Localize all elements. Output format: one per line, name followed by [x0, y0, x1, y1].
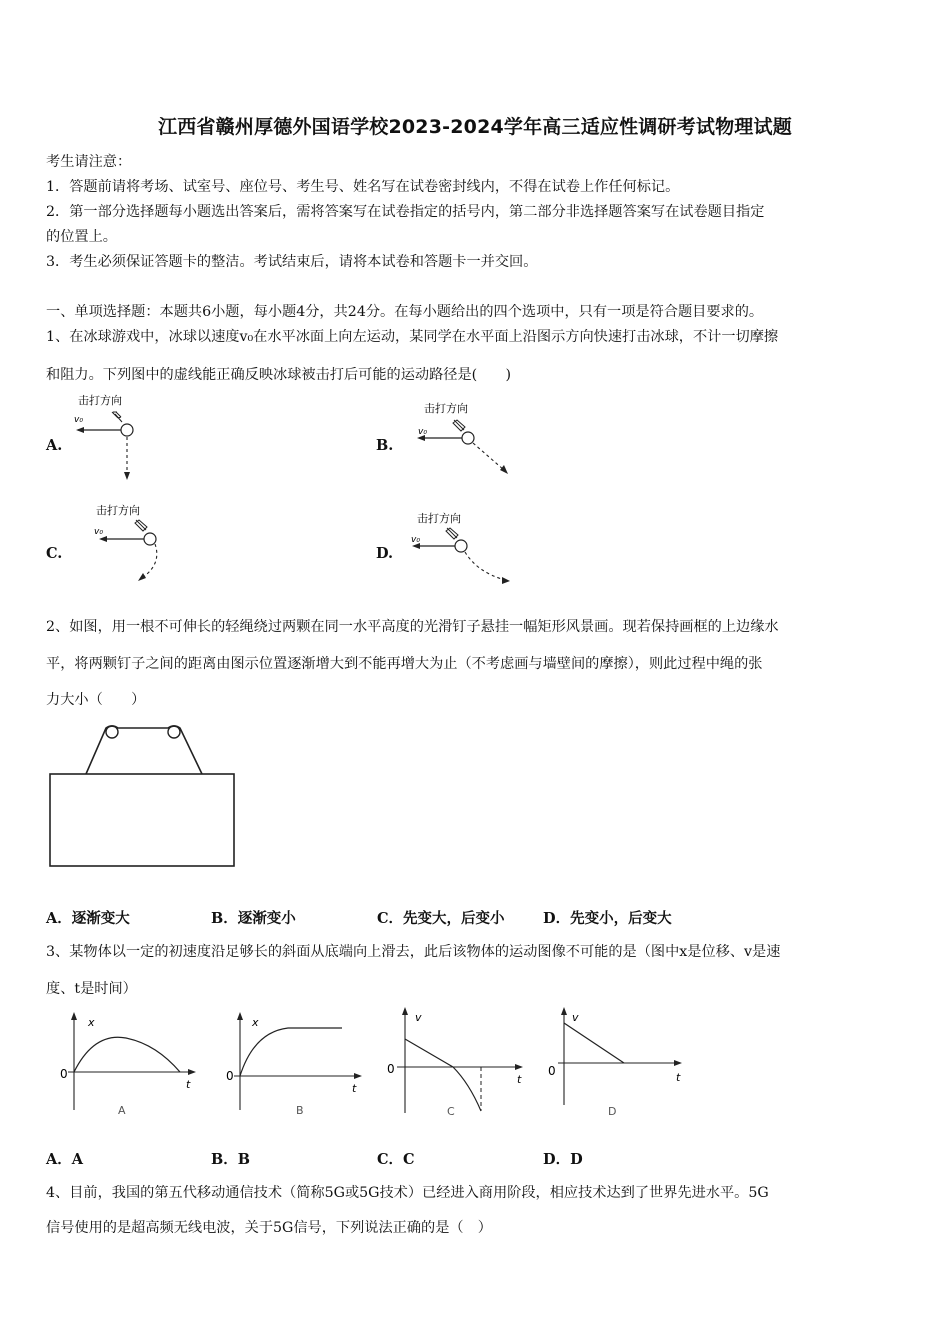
strike-direction-label: 击打方向: [78, 394, 122, 407]
svg-text:v: v: [572, 1011, 579, 1024]
svg-text:A: A: [118, 1104, 126, 1117]
q3-text-line2: 度、t是时间）: [46, 981, 137, 997]
v0-label: v₀: [94, 527, 103, 537]
notice-item-3: 3．考生必须保证答题卡的整洁。考试结束后，请将本试卷和答题卡一并交回。: [46, 254, 538, 270]
svg-text:x: x: [88, 1016, 95, 1029]
svg-text:D: D: [608, 1105, 617, 1118]
q1-option-b-label: B.: [376, 437, 394, 454]
q1-figure-a: [66, 390, 156, 485]
v0-label: v₀: [418, 427, 427, 437]
q3-graph-d: [548, 1005, 698, 1125]
svg-text:0: 0: [60, 1067, 68, 1081]
q3-text-line1: 3、某物体以一定的初速度沿足够长的斜面从底端向上滑去，此后该物体的运动图像不可能的是（图中x是位移、v是速: [46, 944, 781, 960]
q3-answer-a: A．A: [46, 1151, 84, 1168]
q3-graph-b: [222, 1010, 372, 1125]
q1-text-line1: 1、在冰球游戏中，冰球以速度v₀在水平冰面上向左运动，某同学在水平面上沿图示方向快速打击冰球，不计一切摩擦: [46, 329, 779, 345]
q1-option-a-label: A.: [46, 437, 63, 454]
q1-figure-c: [88, 502, 178, 592]
v0-label: v₀: [74, 415, 83, 425]
page-title: 江西省赣州厚德外国语学校2023-2024学年高三适应性调研考试物理试题: [158, 116, 792, 138]
svg-text:0: 0: [226, 1069, 234, 1083]
q3-answer-d: D．D: [543, 1151, 583, 1168]
strike-direction-label: 击打方向: [96, 504, 140, 517]
svg-text:0: 0: [548, 1064, 556, 1078]
q2-answer-d: D．先变小，后变大: [543, 910, 672, 927]
q3-graph-c: [383, 1005, 533, 1125]
q1-option-c-label: C.: [46, 545, 63, 562]
q2-picture-frame-figure: [46, 720, 246, 870]
q1-figure-d: [405, 508, 520, 588]
q3-answer-c: C．C: [377, 1151, 415, 1168]
notice-item-1: 1．答题前请将考场、试室号、座位号、考生号、姓名写在试卷密封线内，不得在试卷上作任何标记。: [46, 179, 680, 195]
svg-text:t: t: [676, 1071, 681, 1084]
notice-item-2: 2．第一部分选择题每小题选出答案后，需将答案写在试卷指定的括号内，第二部分非选择题答案写在试卷题目指定: [46, 204, 765, 220]
q4-text-line1: 4、目前，我国的第五代移动通信技术（简称5G或5G技术）已经进入商用阶段，相应技术达到了世界先进水平。5G: [46, 1185, 769, 1201]
q1-option-d-label: D.: [376, 545, 394, 562]
q4-text-line2: 信号使用的是超高频无线电波，关于5G信号，下列说法正确的是（ ）: [46, 1220, 492, 1236]
notice-item-2-cont: 的位置上。: [46, 229, 117, 245]
svg-text:x: x: [252, 1016, 259, 1029]
q2-text-line1: 2、如图，用一根不可伸长的轻绳绕过两颗在同一水平高度的光滑钉子悬挂一幅矩形风景画。现若保持画框的上边缘水: [46, 619, 779, 635]
svg-text:B: B: [296, 1104, 304, 1117]
svg-text:t: t: [517, 1073, 522, 1086]
q3-answer-b: B．B: [211, 1151, 251, 1168]
svg-text:t: t: [352, 1082, 357, 1095]
svg-text:0: 0: [387, 1062, 395, 1076]
strike-direction-label: 击打方向: [424, 402, 468, 415]
svg-text:v: v: [415, 1011, 422, 1024]
q2-text-line2: 平，将两颗钉子之间的距离由图示位置逐渐增大到不能再增大为止（不考虑画与墙壁间的摩擦），则此过程中绳的张: [46, 656, 763, 672]
v0-label: v₀: [411, 535, 420, 545]
section-heading: 一、单项选择题：本题共6小题，每小题4分，共24分。在每小题给出的四个选项中，只有一项是符合题目要求的。: [46, 304, 764, 320]
q1-text-line2: 和阻力。下列图中的虚线能正确反映冰球被击打后可能的运动路径是( ): [46, 367, 512, 383]
q2-answer-a: A．逐渐变大: [46, 910, 130, 927]
q3-graph-a: [56, 1010, 206, 1125]
strike-direction-label: 击打方向: [417, 512, 461, 525]
notice-heading: 考生请注意：: [46, 154, 132, 170]
svg-text:C: C: [447, 1105, 455, 1118]
svg-text:t: t: [186, 1078, 191, 1091]
q2-answer-b: B．逐渐变小: [211, 910, 296, 927]
q2-answer-c: C．先变大，后变小: [377, 910, 505, 927]
q2-text-line3: 力大小（ ）: [46, 692, 146, 708]
q1-figure-b: [412, 398, 522, 478]
